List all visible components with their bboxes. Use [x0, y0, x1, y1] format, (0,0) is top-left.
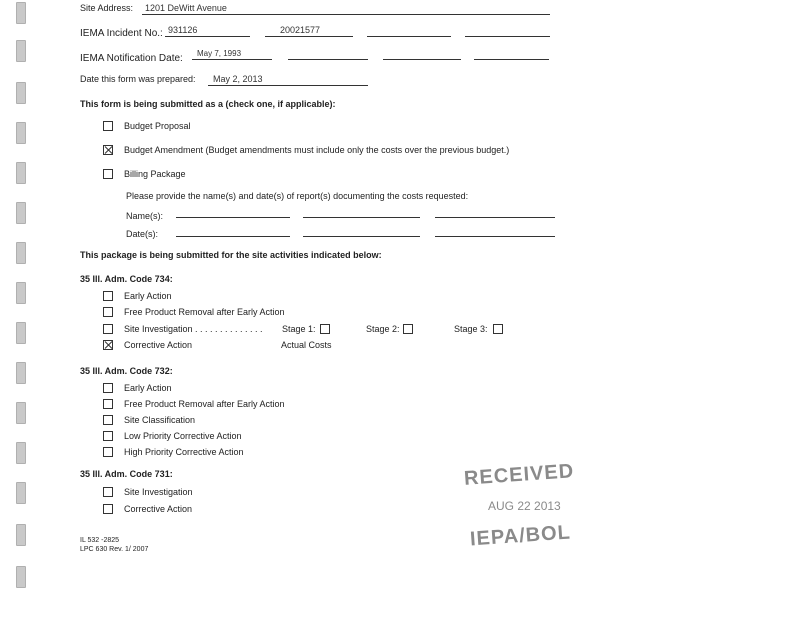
code734-early-action-checkbox[interactable] — [103, 291, 113, 301]
billing-package-checkbox[interactable] — [103, 169, 113, 179]
stage2-checkbox[interactable] — [403, 324, 413, 334]
code732-free-product-checkbox[interactable] — [103, 399, 113, 409]
code732-high-priority-checkbox[interactable] — [103, 447, 113, 457]
notification-blank-4[interactable] — [474, 59, 549, 60]
code732-early-action-checkbox[interactable] — [103, 383, 113, 393]
code731-site-investigation-checkbox[interactable] — [103, 487, 113, 497]
provide-instructions: Please provide the name(s) and date(s) of report(s) documenting the costs requested: — [126, 191, 469, 201]
notification-value[interactable]: May 7, 1993 — [197, 49, 242, 58]
form-id: IL 532 -2825 — [80, 537, 120, 544]
form-revision: LPC 630 Rev. 1/ 2007 — [80, 546, 149, 553]
budget-amendment-checkbox[interactable] — [103, 145, 113, 155]
dates-label: Date(s): — [126, 229, 159, 239]
code732-low-priority-label: Low Priority Corrective Action — [124, 431, 242, 441]
dates-field-1[interactable] — [176, 236, 290, 237]
notification-label: IEMA Notification Date: — [80, 53, 183, 64]
code731-title: 35 Ill. Adm. Code 731: — [80, 469, 173, 479]
code734-early-action-label: Early Action — [124, 291, 172, 301]
names-field-1[interactable] — [176, 217, 290, 218]
code734-site-investigation-checkbox[interactable] — [103, 324, 113, 334]
code734-title: 35 Ill. Adm. Code 734: — [80, 274, 173, 284]
stamp-office: IEPA/BOL — [469, 521, 572, 551]
incident-blank-4[interactable] — [465, 36, 550, 37]
stamp-received: RECEIVED — [463, 460, 575, 490]
activities-heading: This package is being submitted for the site activities indicated below: — [80, 250, 382, 260]
names-field-2[interactable] — [303, 217, 420, 218]
budget-proposal-checkbox[interactable] — [103, 121, 113, 131]
billing-package-label: Billing Package — [124, 169, 186, 179]
code734-corrective-action-checkbox[interactable] — [103, 340, 113, 350]
incident-value-1[interactable]: 931126 — [168, 25, 198, 35]
stamp-date: AUG 22 2013 — [488, 499, 561, 513]
stage1-checkbox[interactable] — [320, 324, 330, 334]
code734-site-investigation-label: Site Investigation . . . . . . . . . . . . . . — [124, 324, 263, 334]
code732-high-priority-label: High Priority Corrective Action — [124, 447, 244, 457]
prepared-label: Date this form was prepared: — [80, 74, 196, 84]
code734-corrective-action-label: Corrective Action — [124, 340, 193, 350]
dates-field-2[interactable] — [303, 236, 420, 237]
budget-amendment-label: Budget Amendment (Budget amendments must include only the costs over the previous budget.) — [124, 145, 510, 155]
actual-costs-label: Actual Costs — [281, 340, 332, 350]
code732-title: 35 Ill. Adm. Code 732: — [80, 366, 173, 376]
code731-site-investigation-label: Site Investigation — [124, 487, 193, 497]
notification-blank-2[interactable] — [288, 59, 368, 60]
incident-value-2[interactable]: 20021577 — [280, 25, 321, 35]
code731-corrective-action-label: Corrective Action — [124, 504, 193, 514]
budget-proposal-label: Budget Proposal — [124, 121, 191, 131]
code732-low-priority-checkbox[interactable] — [103, 431, 113, 441]
code732-site-classification-checkbox[interactable] — [103, 415, 113, 425]
stage3-label: Stage 3: — [454, 324, 488, 334]
dates-field-3[interactable] — [435, 236, 555, 237]
code734-free-product-label: Free Product Removal after Early Action — [124, 307, 285, 317]
stage2-label: Stage 2: — [366, 324, 400, 334]
code732-early-action-label: Early Action — [124, 383, 172, 393]
stage3-checkbox[interactable] — [493, 324, 503, 334]
code732-free-product-label: Free Product Removal after Early Action — [124, 399, 285, 409]
names-field-3[interactable] — [435, 217, 555, 218]
names-label: Name(s): — [126, 211, 164, 221]
submission-heading: This form is being submitted as a (check one, if applicable): — [80, 99, 336, 109]
incident-label: IEMA Incident No.: — [80, 28, 163, 39]
prepared-value[interactable]: May 2, 2013 — [213, 74, 263, 84]
code732-site-classification-label: Site Classification — [124, 415, 196, 425]
code731-corrective-action-checkbox[interactable] — [103, 504, 113, 514]
code734-free-product-checkbox[interactable] — [103, 307, 113, 317]
stage1-label: Stage 1: — [282, 324, 316, 334]
incident-blank-3[interactable] — [367, 36, 451, 37]
notification-blank-3[interactable] — [383, 59, 461, 60]
site-address-value[interactable]: 1201 DeWitt Avenue — [145, 3, 227, 13]
site-address-label: Site Address: — [80, 3, 134, 13]
